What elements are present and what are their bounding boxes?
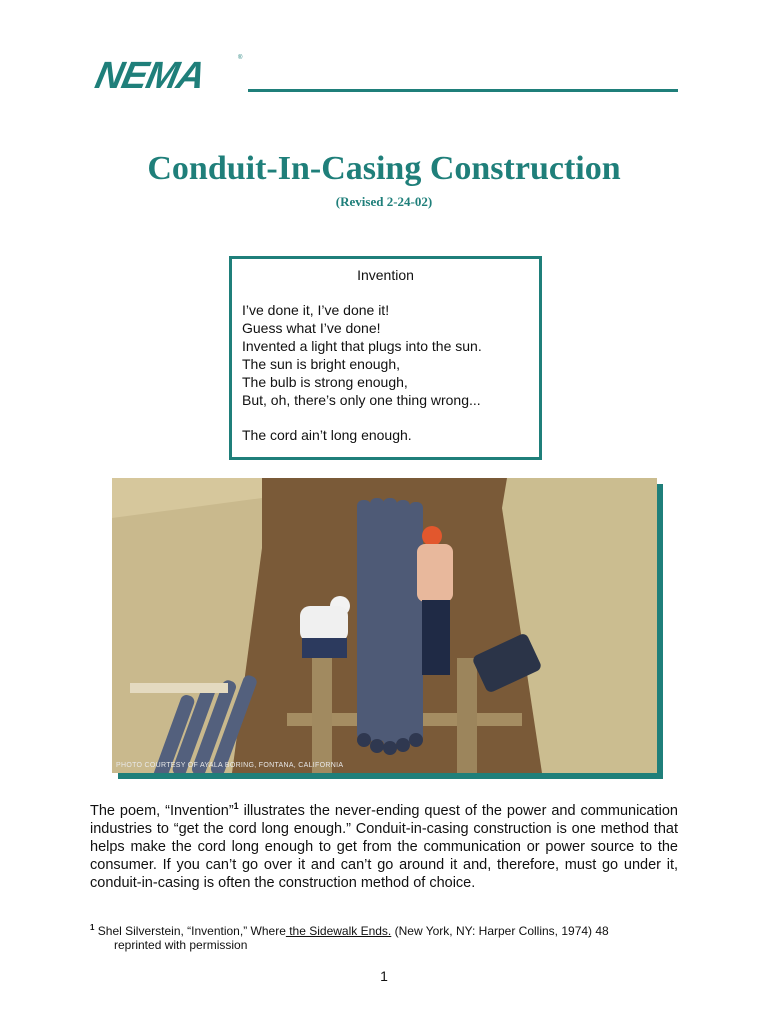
footnote-text-a: Shel Silverstein, “Invention,” Where: [94, 924, 286, 938]
poem-line: The bulb is strong enough,: [242, 374, 408, 390]
body-text-rest: illustrates the never-ending quest of the power and communication industries to “get the cord long enough.” Conduit-in-casing construction is one method that helps make the cord long enough to get from the communication or power source to the consumer. If you can’t go over it and can’t go around it and, therefore, must go under it, conduit-in-casing is often the construction method of choice.: [90, 802, 678, 891]
poem-last-line: The cord ain’t long enough.: [242, 427, 412, 443]
poem-stanza: [242, 301, 482, 409]
body-text-start: The poem, “Invention”: [90, 802, 234, 819]
trench-photo: [112, 478, 657, 773]
poem-line: The sun is bright enough,: [242, 356, 400, 372]
poem-line: Guess what I’ve done!: [242, 320, 381, 336]
poem-line: Invented a light that plugs into the sun.: [242, 338, 482, 354]
poem-line: I’ve done it, I’ve done it!: [242, 302, 390, 318]
trench-photo-illustration: [112, 478, 657, 773]
footnote-permission: reprinted with permission: [114, 938, 248, 952]
photo-credit: PHOTO COURTESY OF AYALA BORING, FONTANA, CALIFORNIA: [116, 762, 344, 769]
page-title: Conduit-In-Casing Construction: [147, 150, 621, 187]
header-rule: [248, 89, 678, 92]
poem-title: Invention: [357, 267, 414, 283]
footnote-text-b: (New York, NY: Harper Collins, 1974) 48: [391, 924, 609, 938]
poem-line: But, oh, there’s only one thing wrong...: [242, 392, 481, 408]
logo-text: NEMA: [91, 55, 209, 97]
body-paragraph: [90, 797, 678, 892]
poem-box: [229, 256, 542, 460]
footnote: [90, 920, 678, 939]
registered-mark: ®: [238, 55, 243, 61]
footnote-mark: 1: [90, 923, 95, 932]
footnote-book-title: the Sidewalk Ends.: [285, 924, 392, 938]
page-number: 1: [380, 968, 388, 984]
nema-logo: [91, 55, 246, 97]
revision-date: (Revised 2-24-02): [335, 194, 433, 209]
footnote-reference: 1: [233, 801, 239, 811]
